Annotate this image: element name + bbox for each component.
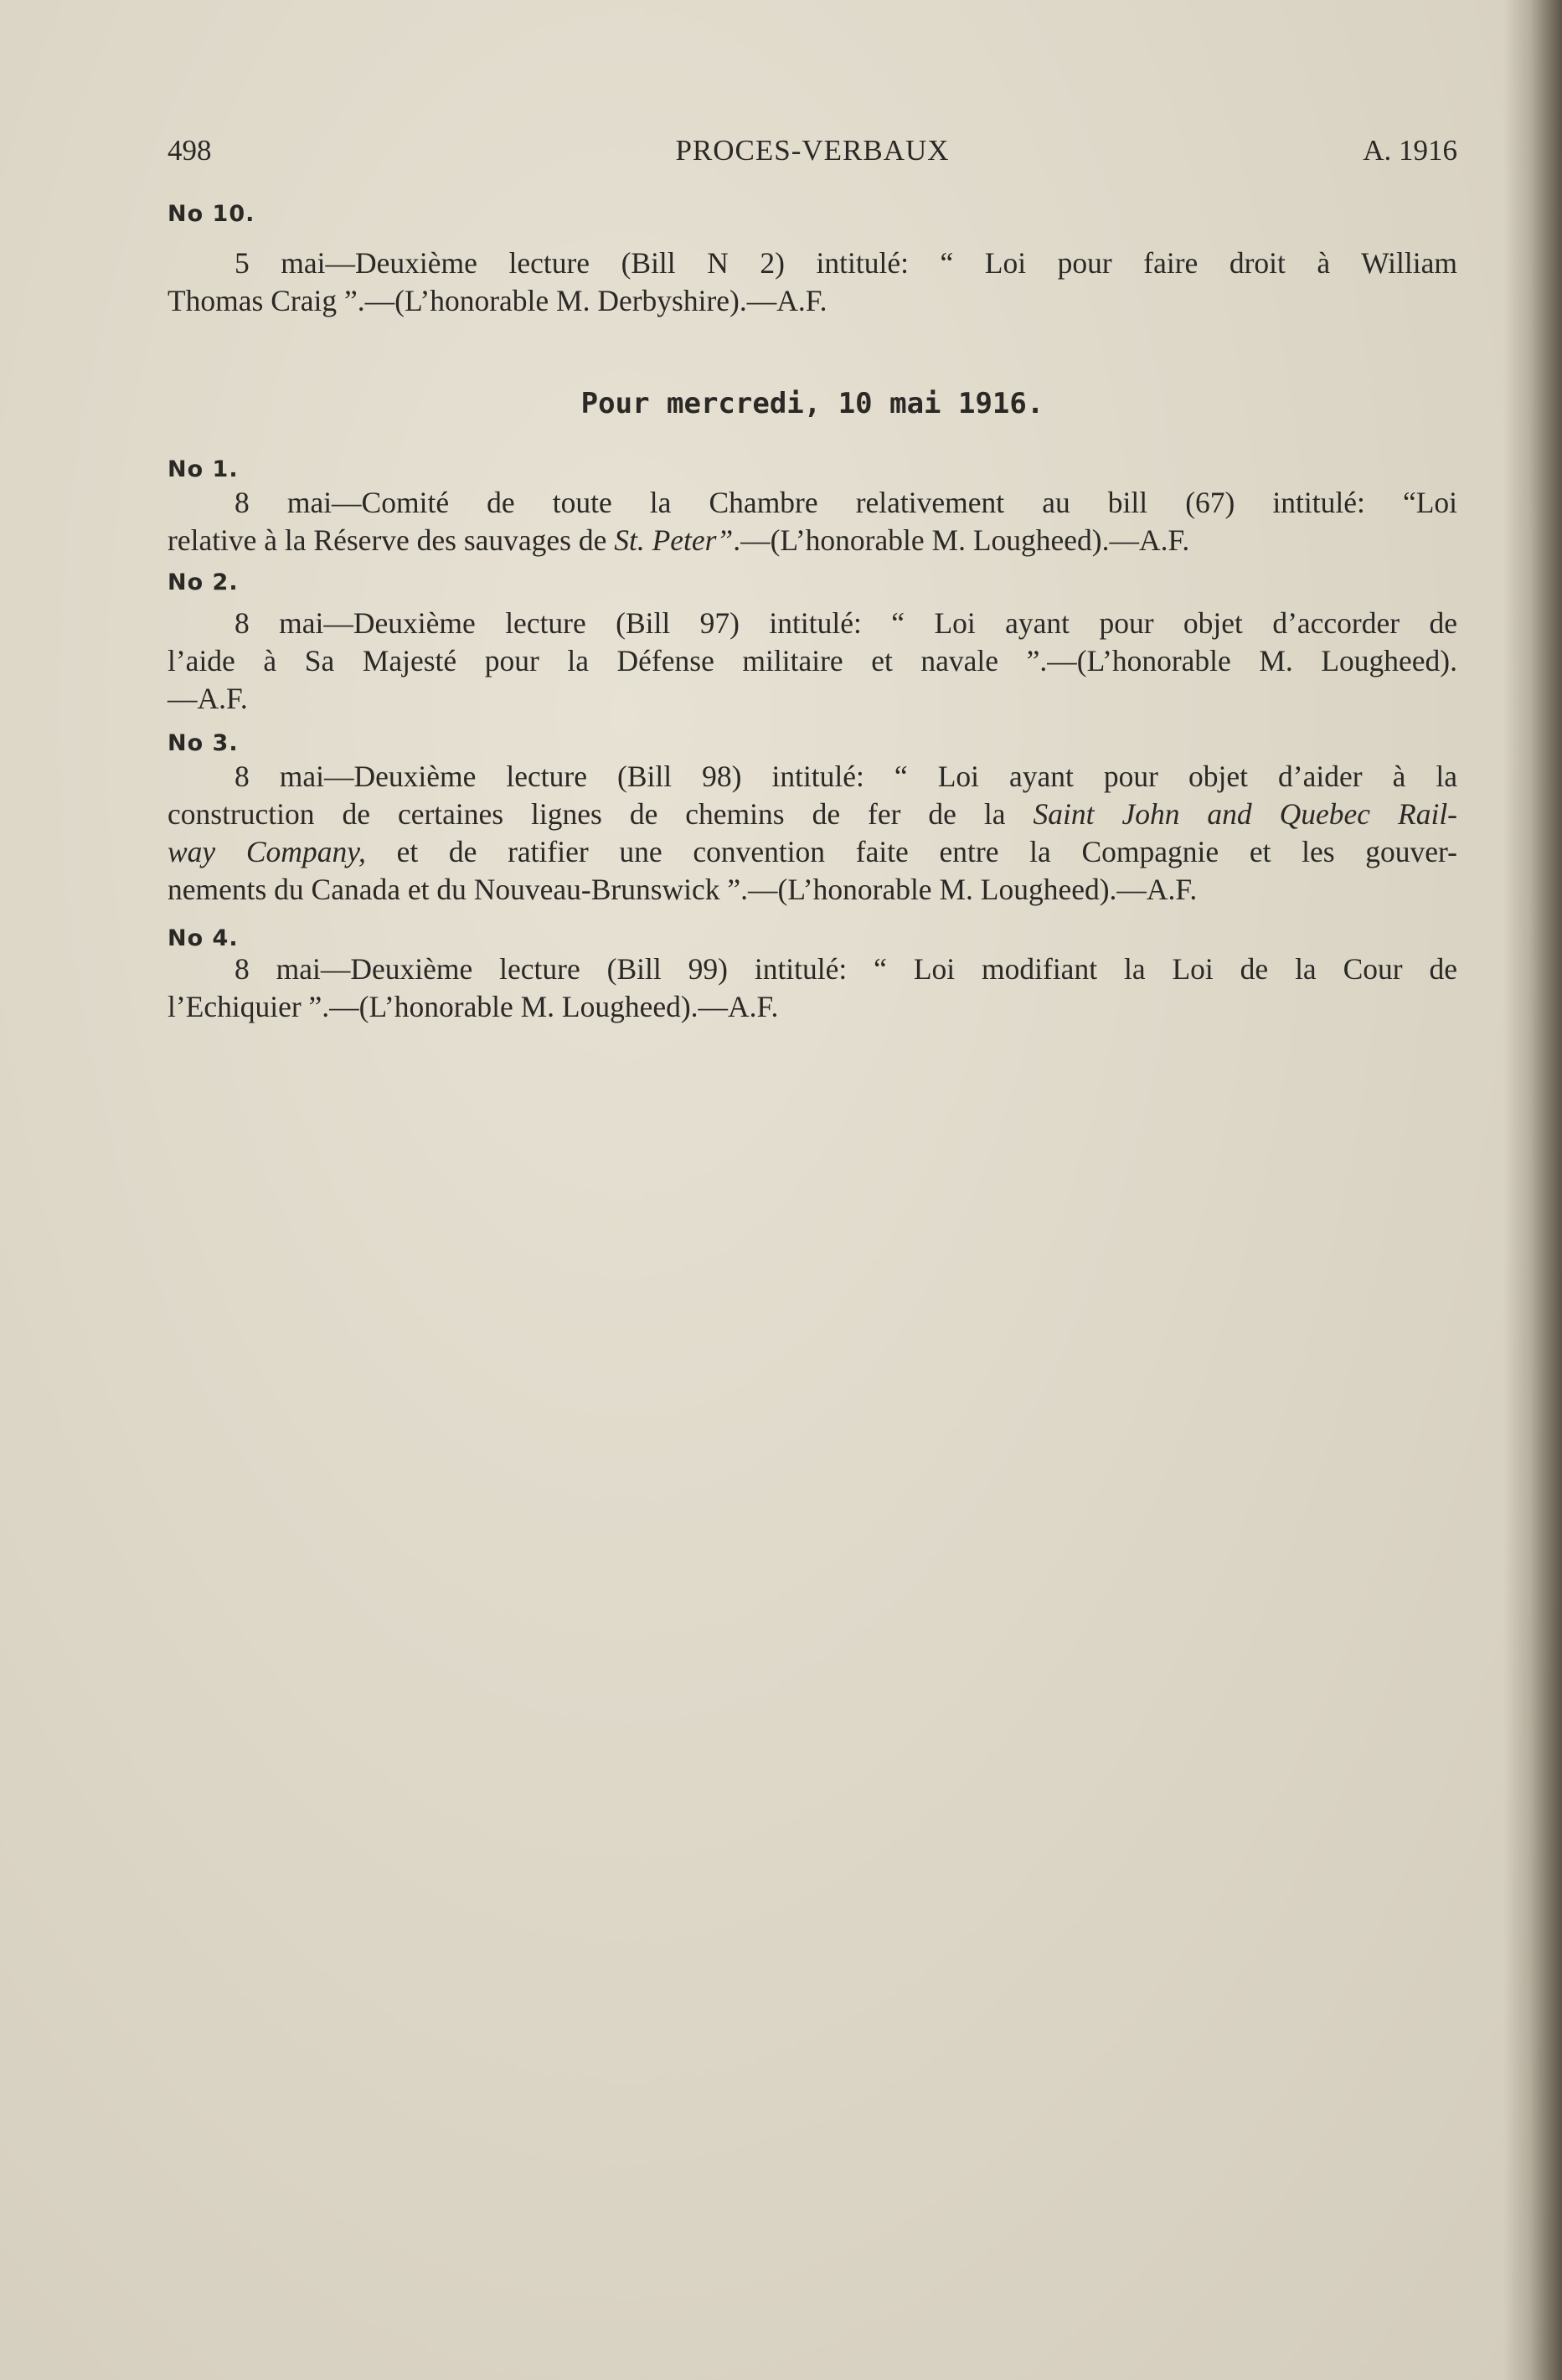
year-label: A. 1916 [1363, 134, 1457, 167]
entry-number: No 4. [168, 925, 239, 951]
entry-line-part: relative à la Réserve des sauvages de [168, 523, 615, 557]
page-number: 498 [168, 134, 212, 167]
page-header [168, 134, 1457, 176]
entry-text [168, 245, 1457, 320]
entry-line: 8 mai—Comité de toute la Chambre relativement au bill (67) intitulé: “Loi [235, 486, 1457, 519]
entry-text [168, 605, 1457, 718]
entry-line: 5 mai—Deuxième lecture (Bill N 2) intitulé: “ Loi pour faire droit à William [235, 246, 1457, 280]
entry-line [168, 796, 1457, 833]
entry-number: No 10. [168, 201, 255, 227]
section-heading: Pour mercredi, 10 mai 1916. [580, 387, 1044, 420]
entry-line: nements du Canada et du Nouveau-Brunswick ”.—(L’honorable M. Lougheed).—A.F. [168, 873, 1198, 906]
entry-line-italic: way Company, [168, 835, 366, 868]
entry-line: l’Echiquier ”.—(L’honorable M. Lougheed).—A.F. [168, 990, 779, 1023]
entry-line [168, 522, 1457, 559]
entry-line-part: .—(L’honorable M. Lougheed).—A.F. [733, 523, 1190, 557]
entry-line-part: construction de certaines lignes de chemins de fer de la [168, 797, 1034, 831]
entry-line: —A.F. [168, 682, 248, 715]
entry-number: No 1. [168, 456, 239, 482]
book-spine-shadow [1503, 0, 1562, 2380]
entry-line: 8 mai—Deuxième lecture (Bill 98) intitulé: “ Loi ayant pour objet d’aider à la [235, 760, 1457, 793]
entry-line: l’aide à Sa Majesté pour la Défense militaire et navale ”.—(L’honorable M. Lougheed). [168, 644, 1457, 677]
entry-line: 8 mai—Deuxième lecture (Bill 97) intitulé: “ Loi ayant pour objet d’accorder de [235, 606, 1457, 640]
entry-number: No 2. [168, 569, 239, 595]
running-title: PROCES-VERBAUX [675, 134, 950, 167]
entry-line [168, 833, 1457, 871]
entry-line: Thomas Craig ”.—(L’honorable M. Derbyshire).—A.F. [168, 284, 827, 317]
entry-number: No 3. [168, 730, 239, 756]
entry-line: 8 mai—Deuxième lecture (Bill 99) intitulé: “ Loi modifiant la Loi de la Cour de [235, 952, 1457, 986]
entry-text [168, 758, 1457, 909]
entry-line-italic: St. Peter” [614, 523, 734, 557]
entry-text [168, 484, 1457, 559]
entry-line-italic: Saint John and Quebec Rail- [1033, 797, 1458, 831]
entry-text [168, 950, 1457, 1026]
entry-line-part: et de ratifier une convention faite entre la Compagnie et les gouver- [365, 835, 1457, 868]
